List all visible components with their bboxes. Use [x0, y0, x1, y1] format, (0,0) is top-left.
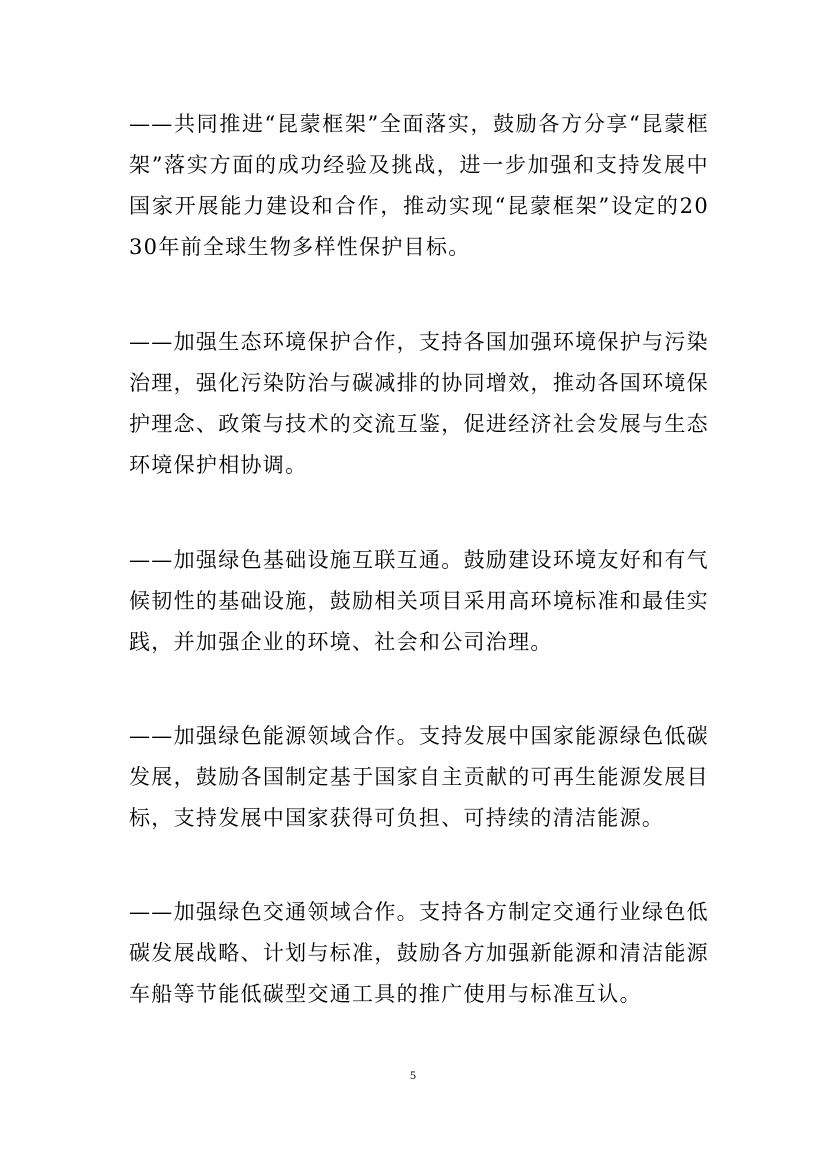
paragraph-green-infrastructure: ——加强绿色基础设施互联互通。鼓励建设环境友好和有气候韧性的基础设施，鼓励相关项目采用高环境标准和最佳实践，并加强企业的环境、社会和公司治理。 — [129, 548, 709, 654]
page-number: 5 — [410, 1068, 416, 1082]
paragraph-biodiversity-framework: ——共同推进“昆蒙框架”全面落实，鼓励各方分享“昆蒙框架”落实方面的成功经验及挑战，进一步加强和支持发展中国家开展能力建设和合作，推动实现“昆蒙框架”设定的2030年前全球生物多样性保护目标。 — [129, 112, 709, 259]
paragraph-green-transport: ——加强绿色交通领域合作。支持各方制定交通行业绿色低碳发展战略、计划与标准，鼓励各方加强新能源和清洁能源车船等节能低碳型交通工具的推广使用与标准互认。 — [129, 900, 709, 1006]
paragraph-green-energy: ——加强绿色能源领域合作。支持发展中国家能源绿色低碳发展，鼓励各国制定基于国家自主贡献的可再生能源发展目标，支持发展中国家获得可负担、可持续的清洁能源。 — [129, 724, 709, 830]
paragraph-environmental-protection: ——加强生态环境保护合作，支持各国加强环境保护与污染治理，强化污染防治与碳减排的协同增效，推动各国环境保护理念、政策与技术的交流互鉴，促进经济社会发展与生态环境保护相协调。 — [129, 330, 709, 477]
